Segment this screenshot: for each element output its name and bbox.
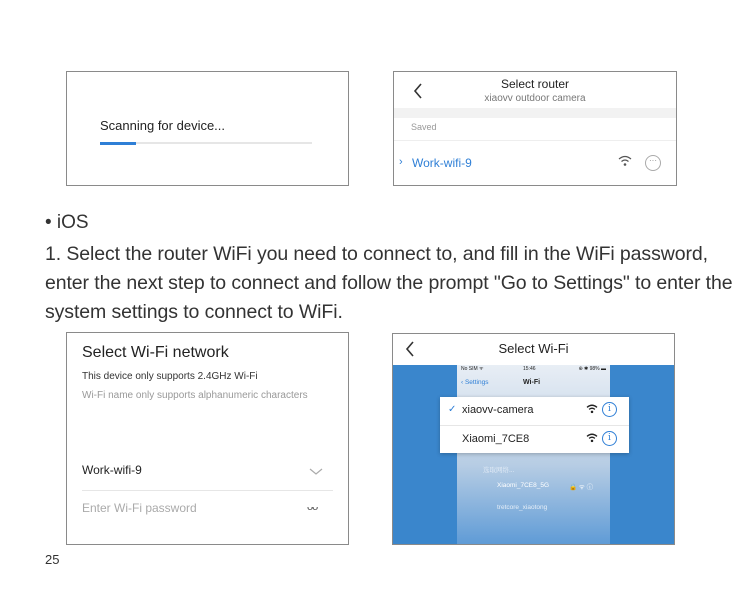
network-row[interactable]	[440, 397, 629, 424]
scan-progress-bar	[100, 142, 312, 144]
wifi-form-panel	[66, 332, 349, 545]
saved-section-label: Saved	[411, 122, 437, 132]
section-bullet-ios: • iOS	[45, 212, 89, 233]
divider	[82, 490, 333, 491]
battery-status: ⊕ ✱ 98% ▬	[578, 366, 606, 372]
ios-wifi-title: Wi-Fi	[523, 379, 541, 386]
ios-panel-title: Select Wi-Fi	[498, 341, 569, 356]
chars-note: Wi-Fi name only supports alphanumeric characters	[82, 390, 308, 401]
network-name: Xiaomi_7CE8	[462, 433, 530, 445]
select-router-panel	[393, 71, 677, 186]
wifi-signal-icon	[618, 155, 632, 167]
ios-settings-back-link[interactable]: ‹ Settings	[461, 379, 489, 386]
status-time: 15:46	[523, 366, 536, 372]
band-note: This device only supports 2.4GHz Wi-Fi	[82, 371, 258, 382]
router-subtitle: xiaovv outdoor camera	[484, 93, 586, 104]
scanning-panel	[66, 71, 349, 186]
ios-wifi-panel	[392, 333, 675, 545]
eye-closed-icon[interactable]: ᴗᴗ	[307, 501, 318, 513]
ios-settings-screen	[457, 365, 610, 545]
info-icon[interactable]: i	[602, 402, 617, 417]
divider	[394, 140, 676, 141]
chevron-down-icon[interactable]	[309, 468, 323, 476]
page-number: 25	[45, 552, 60, 567]
section-band	[394, 108, 676, 118]
more-options-icon[interactable]: ···	[645, 155, 661, 171]
instruction-step-1: 1. Select the router WiFi you need to connect to, and fill in the WiFi password, enter the next step to connect and follow the prompt "Go to Settings" to enter the system settings to connect to WiFi.	[45, 243, 733, 323]
faded-network-item: tretcore_xiaotong	[497, 504, 548, 511]
saved-network-item[interactable]: Work-wifi-9	[412, 156, 472, 170]
router-title: Select router	[500, 77, 570, 91]
network-row[interactable]	[440, 425, 629, 453]
network-select[interactable]: Work-wifi-9	[82, 463, 142, 477]
wifi-signal-icon	[586, 433, 598, 443]
scanning-label: Scanning for device...	[100, 118, 226, 133]
info-icon[interactable]: i	[602, 431, 617, 446]
network-name: xiaovv-camera	[462, 404, 534, 416]
checkmark-icon: ✓	[448, 404, 457, 415]
wifi-signal-icon	[586, 404, 598, 414]
faded-section-label: 选取网络...	[483, 467, 515, 474]
wifi-network-list	[440, 397, 629, 453]
faded-network-item: Xiaomi_7CE8_5G	[497, 482, 550, 489]
ios-status-bar	[461, 366, 606, 372]
wifi-form-title: Select Wi-Fi network	[82, 344, 229, 361]
carrier-label: No SIM ᯤ	[461, 366, 484, 372]
faded-network-icons: 🔒 ᯤ ⓘ	[569, 484, 594, 491]
chevron-right-icon: ›	[399, 156, 403, 168]
password-input[interactable]: Enter Wi-Fi password	[82, 501, 197, 515]
scan-progress-fill	[100, 142, 136, 145]
